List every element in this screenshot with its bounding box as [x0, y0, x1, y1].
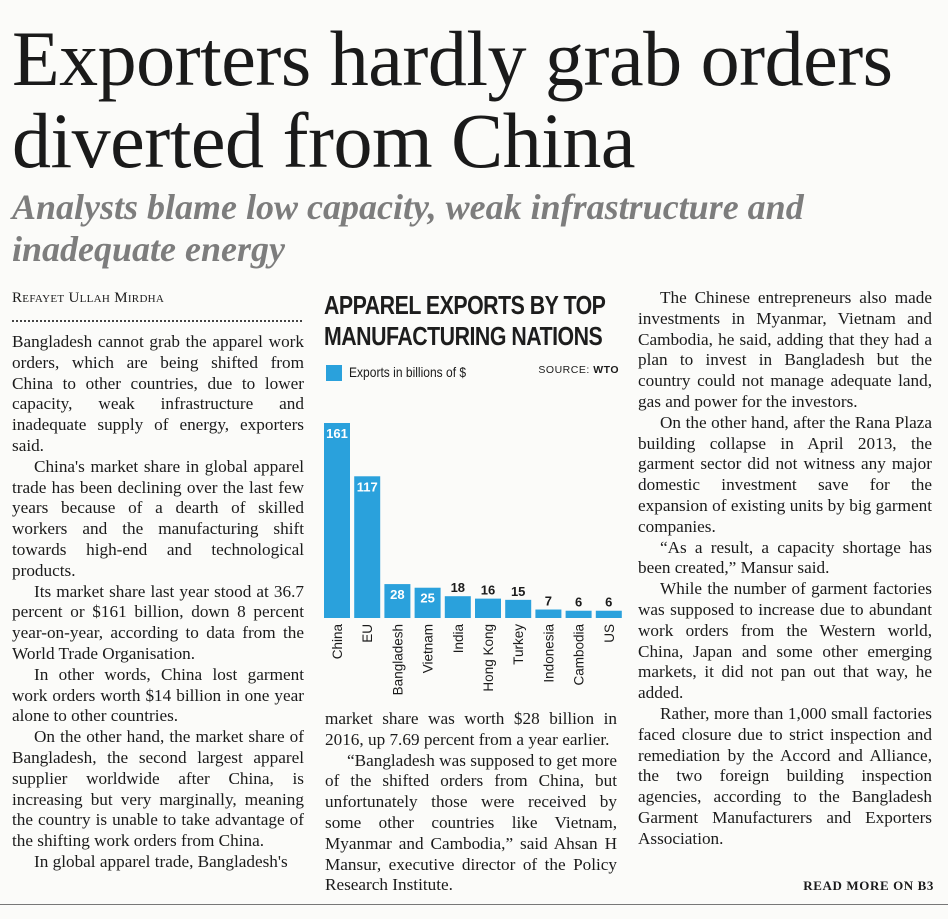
category-label: China: [330, 624, 345, 660]
paragraph: China's market share in global apparel trade has been declining over the last few years because of a dearth of skilled workers and the manufacturing shift towards high-end and technological products.: [12, 456, 304, 580]
article-column-1: [12, 332, 304, 873]
source-name: WTO: [593, 364, 619, 376]
read-more-link[interactable]: READ MORE ON B3: [803, 878, 934, 893]
page-bottom-rule: [0, 904, 948, 905]
bar-hong-kong: [475, 599, 501, 618]
paragraph: Its market share last year stood at 36.7 percent or $161 billion, down 8 percent year-on-year, according to data from the World Trade Organisation.: [12, 581, 304, 663]
category-label: Turkey: [511, 624, 527, 665]
legend-label: Exports in billions of $: [349, 364, 467, 380]
bar-cambodia: [566, 611, 592, 618]
byline: Refayet Ullah Mirdha: [12, 290, 165, 306]
bar-value-label: 28: [390, 587, 405, 603]
bar-eu: [354, 476, 380, 618]
bar-value-label: 7: [544, 593, 553, 609]
paragraph: The Chinese entrepreneurs also made investments in Myanmar, Vietnam and Cambodia, he said, adding that they had a plan to invest in Bangladesh but the country could not manage adequate land, gas and power for the investors.: [638, 288, 932, 411]
bar-value-label: 6: [574, 594, 583, 610]
category-label: EU: [360, 624, 376, 643]
category-label: India: [450, 624, 466, 654]
paragraph: “As a result, a capacity shortage has been created,” Mansur said.: [638, 537, 932, 578]
subheadline: Analysts blame low capacity, weak infrastructure and inadequate energy: [12, 187, 804, 269]
paragraph: In other words, China lost garment work orders worth $14 billion in one year alone to other countries.: [12, 664, 304, 726]
bar-chart-svg: [318, 288, 623, 696]
category-label: Indonesia: [541, 624, 557, 683]
paragraph: On the other hand, the market share of Bangladesh, the second largest apparel supplier worldwide after China, is increasing but very marginally, meaning the country is unable to take advantage of the shifting work orders from China.: [12, 727, 304, 851]
bar-value-label: 161: [326, 426, 348, 441]
chart-title-line-1: APPAREL EXPORTS BY TOP: [324, 290, 606, 320]
byline-divider: [12, 320, 302, 322]
bar-us: [596, 611, 622, 618]
bar-value-label: 117: [356, 479, 378, 495]
chart-title-line-2: MANUFACTURING NATIONS: [324, 321, 603, 351]
paragraph: While the number of garment factories was supposed to increase due to abundant work orders from the Western world, China, Japan and some other emerging markets, it did not pan out that way, he added.: [638, 579, 932, 703]
bar-india: [445, 596, 471, 618]
category-label: Vietnam: [420, 624, 436, 674]
apparel-exports-chart: [318, 288, 623, 696]
bar-value-label: 15: [510, 583, 526, 599]
category-label: US: [601, 624, 617, 643]
bar-value-label: 25: [420, 590, 435, 606]
paragraph: Rather, more than 1,000 small factories faced closure due to strict inspection and remediation by the Accord and Alliance, the two foreign building inspection agencies, according to the Bangladesh Garment Manufacturers and Exporters Association.: [638, 703, 932, 848]
category-label: Bangladesh: [390, 624, 406, 696]
bar-value-label: 6: [605, 594, 613, 610]
category-label: Cambodia: [571, 624, 587, 686]
bar-value-label: 18: [450, 580, 466, 596]
paragraph: On the other hand, after the Rana Plaza building collapse in April 2013, the garment sector did not witness any major domestic investment save for the expansion of existing units by big garment companies.: [638, 412, 932, 536]
paragraph: Bangladesh cannot grab the apparel work orders, which are being shifted from China to other countries, due to lower capacity, weak infrastructure and inadequate supply of energy, exporters said.: [12, 332, 304, 455]
bar-value-label: 16: [480, 582, 496, 598]
article-column-2: [325, 709, 617, 896]
bar-turkey: [505, 600, 531, 618]
article-column-3: [638, 288, 932, 850]
bar-indonesia: [535, 610, 561, 618]
source-prefix: SOURCE:: [538, 364, 590, 376]
bar-china: [324, 423, 350, 618]
paragraph: market share was worth $28 billion in 2016, up 7.69 percent from a year earlier.: [325, 709, 617, 749]
category-label: Hong Kong: [481, 624, 496, 692]
headline: Exporters hardly grab orders diverted from China: [12, 15, 893, 184]
paragraph: “Bangladesh was supposed to get more of the shifted orders from China, but unfortunately those were received by some other countries like Vietnam, Myanmar and Cambodia,” said Ahsan H Mansur, executive director of the Policy Research Institute.: [325, 750, 617, 895]
paragraph: In global apparel trade, Bangladesh's: [34, 851, 288, 871]
